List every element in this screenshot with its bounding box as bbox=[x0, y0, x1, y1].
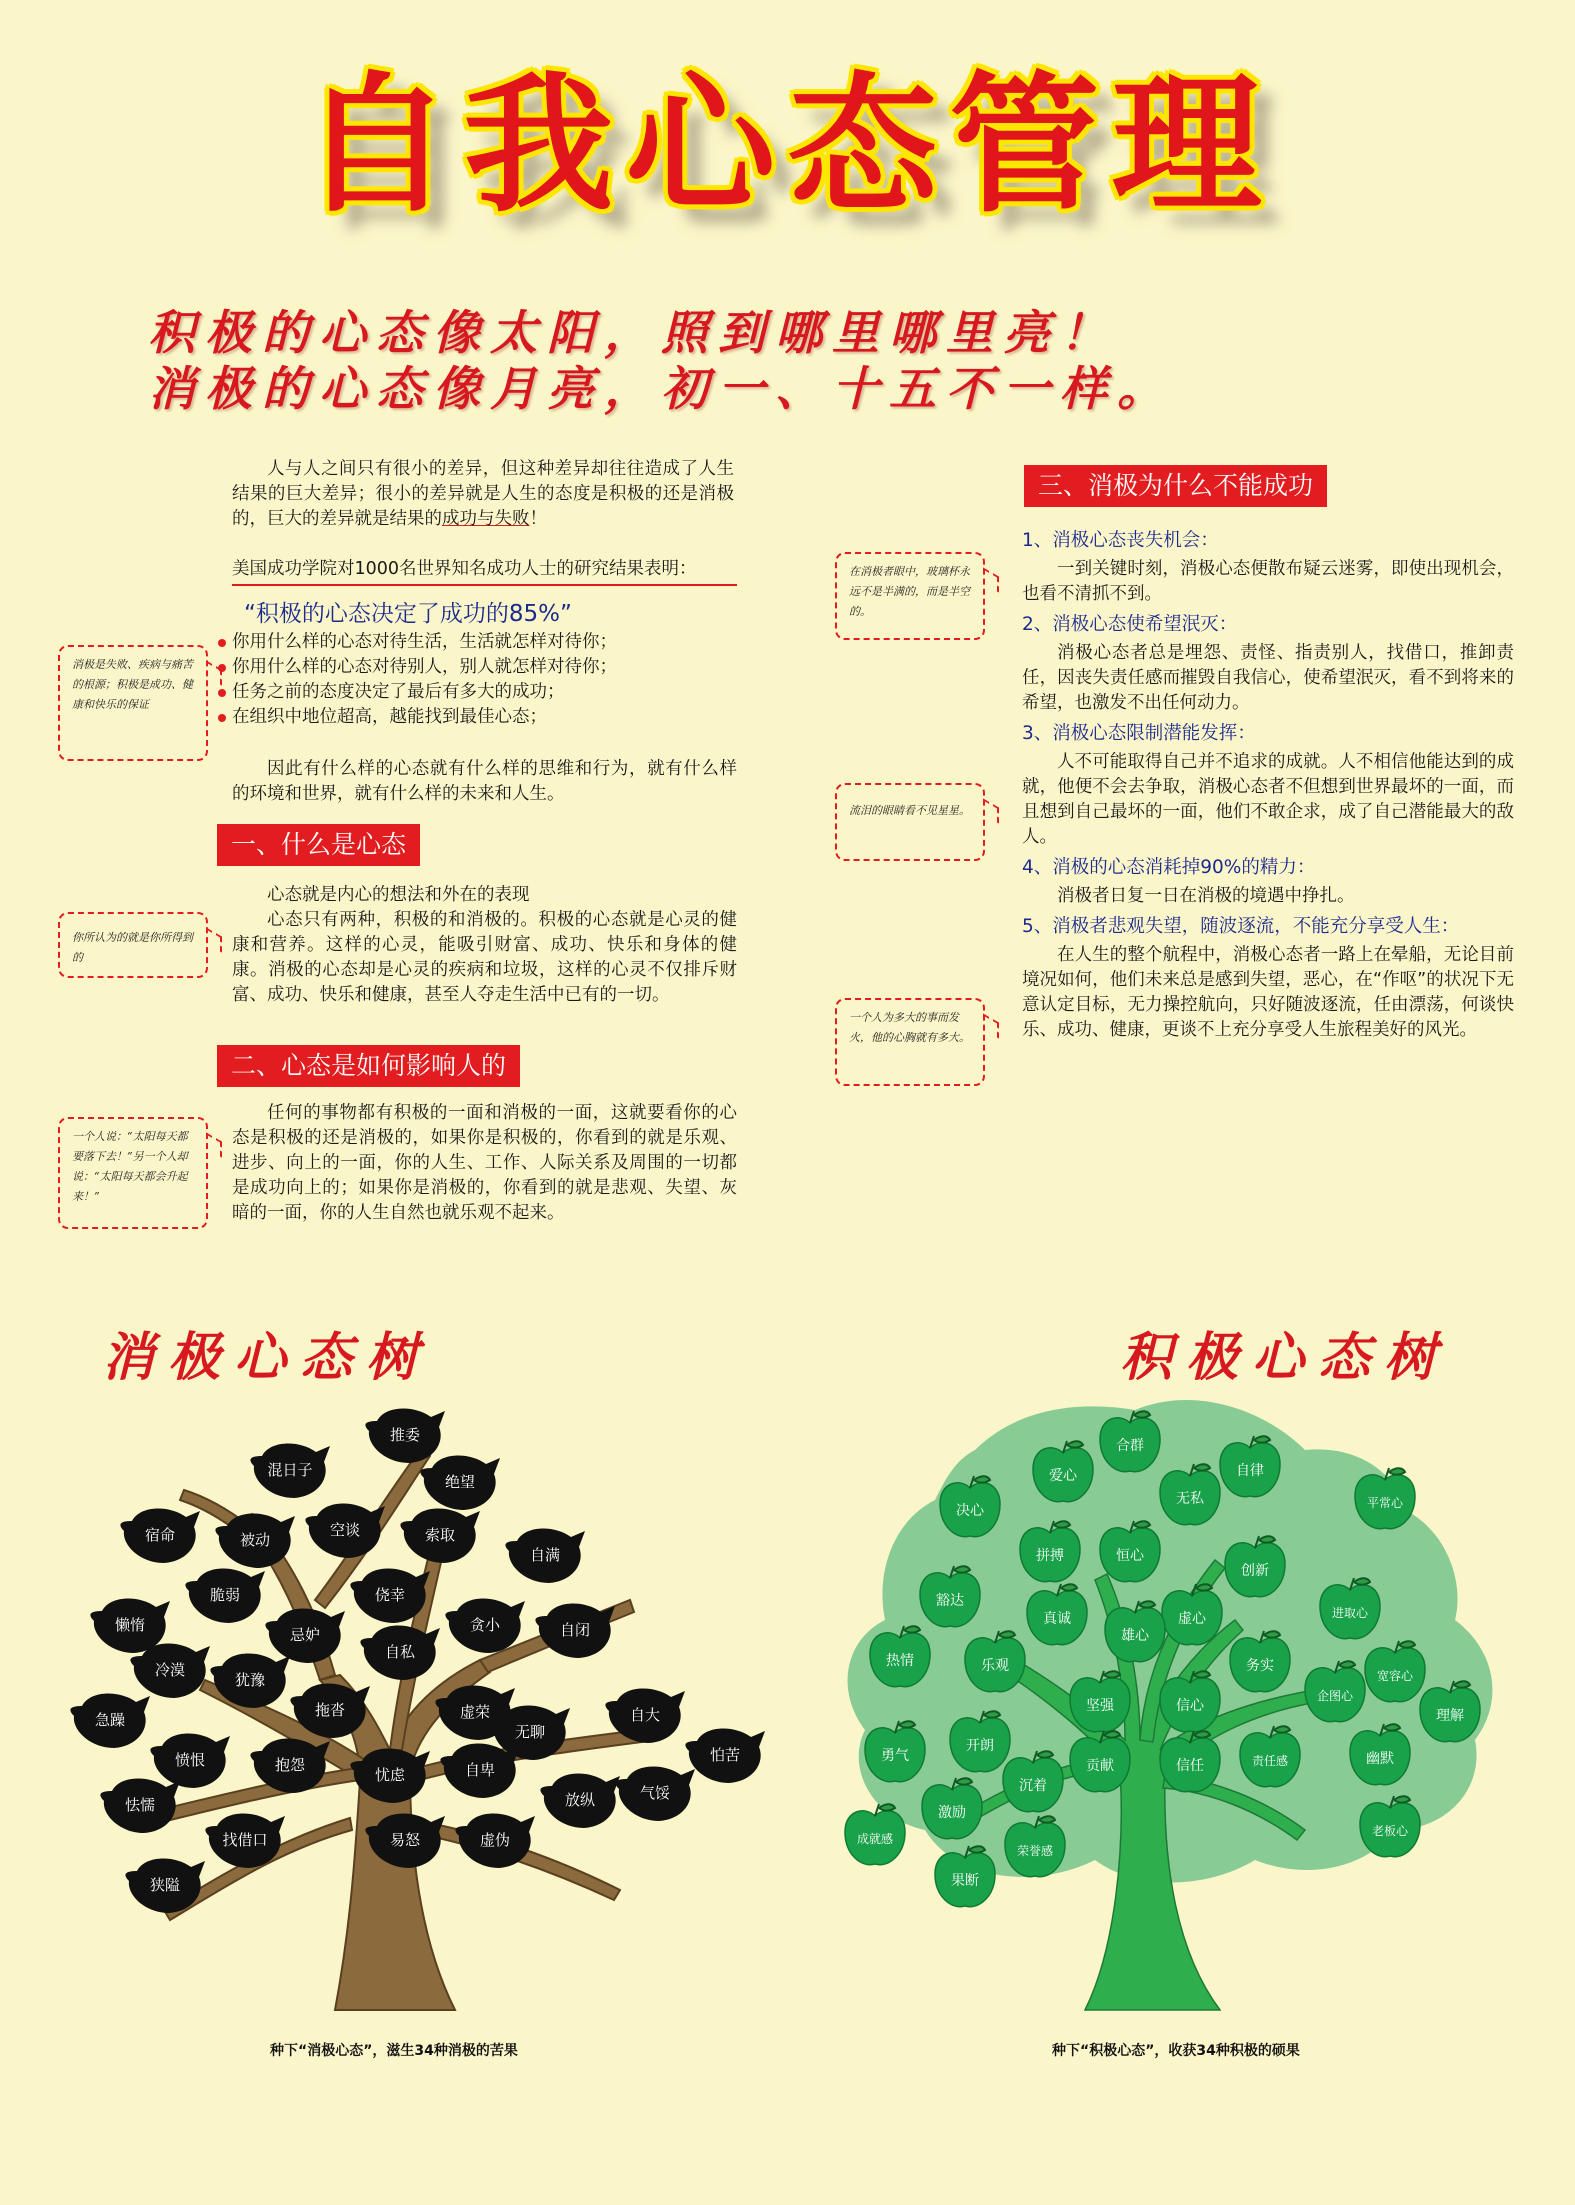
apple bbox=[1003, 1751, 1063, 1812]
leaf-label: 脆弱 bbox=[209, 1586, 241, 1604]
apple bbox=[940, 1476, 1000, 1537]
leaf bbox=[250, 1443, 330, 1498]
reason-heading: 5、消极者悲观失望，随波逐流，不能充分享受人生： bbox=[1022, 916, 1460, 937]
leaf-label: 贪小 bbox=[469, 1616, 501, 1634]
leaf-label: 放纵 bbox=[564, 1791, 596, 1809]
apple-label: 荣誉感 bbox=[1016, 1844, 1054, 1858]
apple bbox=[1320, 1578, 1380, 1639]
leaf-label: 冷漠 bbox=[154, 1661, 186, 1679]
leaf bbox=[70, 1693, 150, 1748]
apple-label: 虚心 bbox=[1178, 1611, 1206, 1627]
reason-heading: 2、消极心态使希望泯灭： bbox=[1022, 614, 1238, 635]
leaf bbox=[265, 1608, 345, 1663]
quote-bubble: 一个人说：“太阳每天都要落下去！”另一个人却说：“太阳每天都会升起来！” bbox=[58, 1117, 208, 1229]
apple bbox=[1350, 1724, 1410, 1785]
apple-label: 成就感 bbox=[856, 1832, 894, 1846]
apple-label: 雄心 bbox=[1121, 1628, 1149, 1644]
leaf bbox=[185, 1568, 265, 1623]
leaf-label: 自闭 bbox=[559, 1621, 591, 1639]
apple bbox=[870, 1626, 930, 1687]
leaf-label: 无聊 bbox=[514, 1723, 546, 1741]
leaf-label: 怯懦 bbox=[124, 1796, 156, 1814]
apple-label: 责任感 bbox=[1251, 1754, 1289, 1768]
leaf bbox=[685, 1728, 765, 1783]
leaf-label: 宿命 bbox=[144, 1526, 176, 1544]
apple-label: 恒心 bbox=[1116, 1548, 1144, 1564]
quote-bubble: 你所认为的就是你所得到的 bbox=[58, 912, 208, 978]
apple-label: 平常心 bbox=[1366, 1496, 1404, 1510]
apple-label: 幽默 bbox=[1366, 1751, 1394, 1767]
leaf-label: 空谈 bbox=[329, 1521, 361, 1539]
apple-label: 创新 bbox=[1241, 1563, 1269, 1579]
section1-line1: 心态就是内心的想法和外在的表现 bbox=[267, 885, 530, 905]
list-item: 任务之前的态度决定了最后有多大的成功； bbox=[218, 680, 617, 705]
apple bbox=[1100, 1521, 1160, 1582]
reason-text: 人不可能取得自己并不追求的成就。人不相信他能达到的成就，他便不会去争取，消极心态者不但想到世界最坏的一面，而且想到自己最坏的一面，他们不敢企求，成了自己潜能最大的敌人。 bbox=[1022, 752, 1514, 847]
leaf-label: 自私 bbox=[384, 1643, 416, 1661]
leaf bbox=[440, 1743, 520, 1798]
apple bbox=[1220, 1436, 1280, 1497]
positive-tree bbox=[835, 1390, 1525, 2020]
leaf-label: 抱怨 bbox=[274, 1756, 306, 1774]
apple-label: 老板心 bbox=[1371, 1824, 1409, 1838]
leaf bbox=[540, 1773, 620, 1828]
quote-bubble: 消极是失败、疾病与痛苦的根源；积极是成功、健康和快乐的保证 bbox=[58, 645, 208, 761]
apple-label: 勇气 bbox=[881, 1748, 909, 1764]
reason-text: 消极心态者总是埋怨、责怪、指责别人，找借口，推卸责任，因丧失责任感而摧毁自我信心，使希望泯灭，看不到将来的希望，也激发不出任何动力。 bbox=[1022, 643, 1514, 713]
apple bbox=[845, 1804, 905, 1865]
page-title: 自我心态管理 bbox=[301, 57, 1274, 233]
apple-label: 豁达 bbox=[936, 1593, 964, 1609]
apple bbox=[1105, 1601, 1165, 1662]
list-item: 你用什么样的心态对待生活，生活就怎样对待你； bbox=[218, 630, 617, 655]
leaf-label: 混日子 bbox=[267, 1461, 313, 1479]
leaf bbox=[120, 1508, 200, 1563]
leaf bbox=[615, 1766, 695, 1821]
leaf-label: 自大 bbox=[629, 1706, 661, 1724]
leaf-label: 懒惰 bbox=[114, 1616, 146, 1634]
apple bbox=[1225, 1536, 1285, 1597]
intro-text: 人与人之间只有很小的差异，但这种差异却往往造成了人生结果的巨大差异；很小的差异就是人生的态度是积极的还是消极的，巨大的差异就是结果的 bbox=[232, 459, 734, 529]
leaf-label: 推委 bbox=[389, 1426, 421, 1444]
apple bbox=[1420, 1681, 1480, 1742]
conclusion-paragraph: 因此有什么样的心态就有什么样的思维和行为，就有什么样的环境和世界，就有什么样的未来和人生。 bbox=[232, 759, 737, 804]
list-item: 你用什么样的心态对待别人，别人就怎样对待你； bbox=[218, 655, 617, 680]
leaf-label: 侥幸 bbox=[374, 1586, 406, 1604]
leaf bbox=[100, 1778, 180, 1833]
leaf bbox=[445, 1598, 525, 1653]
leaf bbox=[420, 1455, 500, 1510]
leaf-label: 自卑 bbox=[464, 1761, 496, 1779]
apple-label: 果断 bbox=[951, 1873, 979, 1889]
reason-heading: 4、消极的心态消耗掉90%的精力： bbox=[1022, 857, 1316, 878]
apple-label: 无私 bbox=[1176, 1491, 1204, 1507]
apple bbox=[1020, 1521, 1080, 1582]
apple-label: 乐观 bbox=[981, 1658, 1009, 1674]
apple bbox=[1005, 1816, 1065, 1877]
leaf-label: 忧虑 bbox=[374, 1766, 406, 1784]
apple-label: 自律 bbox=[1236, 1463, 1264, 1479]
apple-label: 宽容心 bbox=[1376, 1669, 1414, 1683]
intro-emphasis: 成功与失败 bbox=[442, 509, 530, 529]
apple bbox=[1162, 1584, 1222, 1645]
apple-label: 合群 bbox=[1116, 1438, 1144, 1454]
leaf bbox=[150, 1733, 230, 1788]
reason-text: 一到关键时刻，消极心态便散布疑云迷雾，即使出现机会，也看不清抓不到。 bbox=[1022, 559, 1514, 604]
intro-end: ！ bbox=[529, 509, 547, 529]
positive-tree-title: 积极心态树 bbox=[1120, 1327, 1451, 1388]
apple bbox=[865, 1721, 925, 1782]
leaf-label: 被动 bbox=[239, 1531, 271, 1549]
positive-tree-caption: 种下“积极心态”，收获34种积极的硕果 bbox=[1052, 2043, 1300, 2059]
apple bbox=[1070, 1671, 1130, 1732]
section-label-what-is-mindset: 一、什么是心态 bbox=[217, 824, 420, 866]
slogan-negative: 消极的心态像月亮，初一、十五不一样。 bbox=[148, 362, 1174, 417]
apple bbox=[1160, 1671, 1220, 1732]
apple-label: 坚强 bbox=[1086, 1698, 1114, 1714]
reason-text: 消极者日复一日在消极的境遇中挣扎。 bbox=[1057, 886, 1355, 906]
apple bbox=[1365, 1641, 1425, 1702]
quote-bubble: 流泪的眼睛看不见星星。 bbox=[835, 783, 985, 861]
apple-label: 决心 bbox=[956, 1503, 984, 1519]
leaf-label: 犹豫 bbox=[234, 1671, 266, 1689]
apple bbox=[1240, 1726, 1300, 1787]
apple bbox=[1160, 1731, 1220, 1792]
section-label-how-mindset-affects: 二、心态是如何影响人的 bbox=[217, 1045, 520, 1087]
apple bbox=[1160, 1464, 1220, 1525]
leaf bbox=[400, 1508, 480, 1563]
apple bbox=[1070, 1731, 1130, 1792]
leaf-label: 绝望 bbox=[444, 1473, 476, 1491]
leaf-label: 急躁 bbox=[94, 1711, 126, 1729]
study-line: 美国成功学院对1000名世界知名成功人士的研究结果表明： bbox=[232, 557, 737, 586]
apple-label: 信心 bbox=[1176, 1698, 1204, 1714]
leaf bbox=[535, 1603, 615, 1658]
quote-bubble: 在消极者眼中，玻璃杯永远不是半满的，而是半空的。 bbox=[835, 552, 985, 640]
apple-label: 贡献 bbox=[1086, 1758, 1114, 1774]
leaf-label: 易怒 bbox=[389, 1831, 421, 1849]
leaf-label: 狭隘 bbox=[149, 1876, 181, 1894]
apple bbox=[1100, 1411, 1160, 1472]
apple-label: 企图心 bbox=[1316, 1689, 1354, 1703]
apple-label: 热情 bbox=[886, 1653, 914, 1669]
reason-text: 在人生的整个航程中，消极心态者一路上在晕船，无论目前境况如何，他们未来总是感到失望，恶心，在“作呕”的状况下无意认定目标，无力操控航向，只好随波逐流，任由漂荡，何谈快乐、成功、健康，更谈不上充分享受人生旅程美好的风光。 bbox=[1022, 945, 1514, 1040]
apple-label: 务实 bbox=[1246, 1658, 1274, 1674]
leaf-label: 虚荣 bbox=[459, 1703, 491, 1721]
apple-label: 信任 bbox=[1176, 1758, 1204, 1774]
leaf bbox=[305, 1503, 385, 1558]
leaf bbox=[505, 1528, 585, 1583]
apple-label: 沉着 bbox=[1019, 1778, 1047, 1794]
leaf-label: 气馁 bbox=[639, 1784, 671, 1802]
negative-tree bbox=[60, 1390, 780, 2020]
apple bbox=[935, 1846, 995, 1907]
leaf bbox=[360, 1625, 440, 1680]
negative-tree-title: 消极心态树 bbox=[102, 1327, 433, 1388]
section-label-why-negative-fails: 三、消极为什么不能成功 bbox=[1024, 465, 1327, 507]
leaf bbox=[365, 1408, 445, 1463]
apple bbox=[922, 1778, 982, 1839]
leaf bbox=[130, 1643, 210, 1698]
section1-paragraph: 心态只有两种，积极的和消极的。积极的心态就是心灵的健康和营养。这样的心灵，能吸引财富、成功、快乐和身体的健康。消极的心态却是心灵的疾病和垃圾，这样的心灵不仅排斥财富、成功、快乐和健康，甚至人夺走生活中已有的一切。 bbox=[232, 910, 737, 1005]
apple bbox=[1027, 1584, 1087, 1645]
leaf-label: 找借口 bbox=[222, 1831, 268, 1849]
apple-label: 拼搏 bbox=[1036, 1548, 1064, 1564]
intro-paragraph bbox=[232, 457, 734, 532]
apple-label: 理解 bbox=[1436, 1708, 1464, 1724]
reasons-list bbox=[1022, 527, 1514, 1043]
leaf-label: 忌妒 bbox=[289, 1626, 321, 1644]
leaf-label: 愤恨 bbox=[174, 1751, 206, 1769]
negative-tree-caption: 种下“消极心态”，滋生34种消极的苦果 bbox=[270, 2043, 518, 2059]
apple-label: 真诚 bbox=[1043, 1611, 1071, 1627]
leaf-label: 虚伪 bbox=[479, 1831, 511, 1849]
leaf-label: 自满 bbox=[529, 1546, 561, 1564]
apple-label: 激励 bbox=[938, 1805, 966, 1821]
quote-85: “积极的心态决定了成功的85%” bbox=[244, 601, 572, 627]
apple bbox=[1355, 1468, 1415, 1529]
leaf-label: 怕苦 bbox=[709, 1746, 741, 1764]
list-item: 在组织中地位超高，越能找到最佳心态； bbox=[218, 705, 617, 730]
apple bbox=[1360, 1796, 1420, 1857]
leaf-label: 索取 bbox=[424, 1526, 456, 1544]
quote-bubble: 一个人为多大的事而发火，他的心胸就有多大。 bbox=[835, 998, 985, 1086]
apple bbox=[965, 1631, 1025, 1692]
apple bbox=[1033, 1441, 1093, 1502]
apple bbox=[1230, 1631, 1290, 1692]
slogan-positive: 积极的心态像太阳，照到哪里哪里亮！ bbox=[148, 306, 1117, 361]
apple-label: 开朗 bbox=[966, 1738, 994, 1754]
apple-label: 爱心 bbox=[1049, 1468, 1077, 1484]
reason-heading: 3、消极心态限制潜能发挥： bbox=[1022, 723, 1256, 744]
reason-heading: 1、消极心态丧失机会： bbox=[1022, 530, 1219, 551]
apple bbox=[920, 1566, 980, 1627]
apple bbox=[950, 1711, 1010, 1772]
bullet-list bbox=[218, 630, 617, 730]
leaf-label: 拖沓 bbox=[314, 1701, 346, 1719]
apple-label: 进取心 bbox=[1331, 1606, 1369, 1620]
apple bbox=[1305, 1661, 1365, 1722]
section2-paragraph: 任何的事物都有积极的一面和消极的一面，这就要看你的心态是积极的还是消极的，如果你是积极的，你看到的就是乐观、进步、向上的一面，你的人生、工作、人际关系及周围的一切都是成功向上的；如果你是消极的，你看到的就是悲观、失望、灰暗的一面，你的人生自然也就乐观不起来。 bbox=[232, 1103, 737, 1223]
